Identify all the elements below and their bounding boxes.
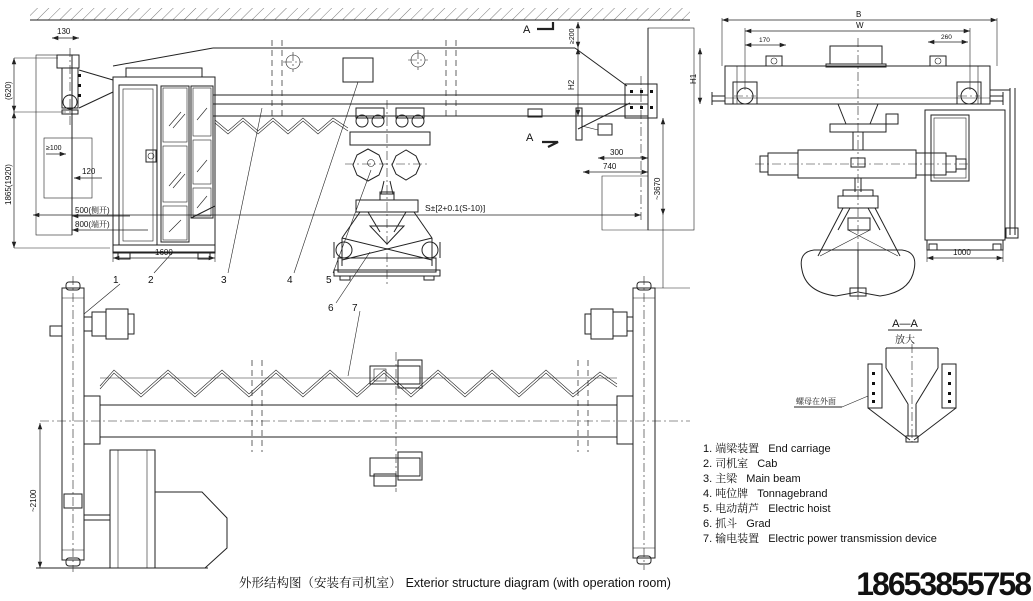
cab-end-view	[925, 110, 1005, 262]
door-handle	[146, 150, 156, 162]
hoist-drum	[392, 150, 420, 180]
buffer	[930, 56, 946, 66]
end-carriage-side	[528, 76, 657, 220]
dim-2100: ~2100	[29, 489, 38, 512]
dim-span-s: S±[2+0.1(S-10)]	[425, 203, 486, 213]
buffer	[766, 56, 782, 66]
footer	[239, 566, 1031, 601]
section-label-a-bottom: A	[526, 132, 534, 144]
feeder-box	[598, 124, 612, 135]
dim-300: 300	[610, 148, 624, 157]
dim-260: 260	[941, 34, 952, 41]
dim-ge100: ≥100	[46, 145, 62, 152]
dim-ge200: ≥200	[569, 28, 576, 44]
dim-3670: ~3670	[653, 177, 662, 200]
dim-170: 170	[759, 37, 770, 44]
dim-500: 500(侧开)	[75, 206, 110, 215]
section-label-a-top: A	[523, 24, 531, 36]
legend-item-3: 3. 主梁 Main beam	[703, 473, 801, 485]
part-number-4: 4	[287, 275, 293, 286]
end-carriage-plan-left	[50, 276, 134, 572]
section-marks	[523, 22, 558, 147]
festoon-wire	[215, 118, 348, 131]
legend-item-6: 6. 抓斗 Grad	[703, 518, 771, 530]
part-number-3: 3	[221, 275, 227, 286]
cab-window-column	[191, 86, 213, 218]
dim-w: W	[856, 21, 864, 30]
side-view	[4, 8, 700, 376]
dim-130: 130	[57, 27, 71, 36]
legend	[703, 441, 937, 545]
part-number-2: 2	[148, 275, 154, 286]
dim-1865: 1865(1920)	[4, 164, 13, 205]
dim-800: 800(端开)	[75, 220, 110, 229]
left-bracket	[57, 48, 113, 125]
part-number-6: 6	[328, 303, 334, 314]
plan-view-dimensions	[29, 423, 40, 568]
ceiling-hatch	[30, 8, 690, 20]
cab-window-column	[161, 86, 189, 242]
tonnage-plate	[343, 58, 373, 82]
dim-h2: H2	[567, 79, 576, 90]
cab-door	[119, 85, 157, 245]
end-view	[712, 10, 1018, 300]
legend-item-7: 7. 输电装置 Electric power transmission device	[703, 533, 937, 545]
caption: 外形结构图（安装有司机室） Exterior structure diagram (with operation room)	[239, 576, 671, 590]
end-carriage-plan-right	[585, 276, 690, 570]
dim-b: B	[856, 10, 862, 19]
legend-item-5: 5. 电动葫芦 Electric hoist	[703, 503, 831, 515]
part-number-7: 7	[352, 303, 358, 314]
part-number-1: 1	[113, 275, 119, 286]
legend-item-1: 1. 端梁装置 End carriage	[703, 443, 831, 455]
section-aa-detail	[794, 318, 956, 442]
legend-item-2: 2. 司机室 Cab	[703, 458, 778, 470]
part-number-5: 5	[326, 275, 332, 286]
dim-620: (620)	[4, 81, 13, 100]
dim-1000: 1000	[953, 248, 971, 257]
travel-motor	[591, 309, 613, 339]
dim-120: 120	[82, 167, 96, 176]
section-aa-title: A—A	[892, 318, 918, 330]
trolley-plan	[370, 352, 422, 492]
travel-motor	[106, 309, 128, 339]
dim-740: 740	[603, 162, 617, 171]
part-number-leaders	[84, 82, 371, 376]
phone-number: 18653855758	[856, 566, 1030, 601]
side-view-dimensions-left	[4, 27, 215, 262]
plan-view	[29, 276, 690, 572]
cab-window	[931, 115, 969, 181]
dim-1600: 1600	[155, 248, 173, 257]
section-aa-subtitle: 放大	[895, 335, 915, 346]
dim-h1: H1	[689, 73, 698, 84]
section-aa-note: 螺母在外面	[796, 397, 836, 406]
main-beam-plan	[40, 360, 690, 452]
festoon-wire-plan	[100, 370, 617, 394]
legend-item-4: 4. 吨位牌 Tonnagebrand	[703, 488, 828, 500]
control-box	[830, 46, 882, 64]
